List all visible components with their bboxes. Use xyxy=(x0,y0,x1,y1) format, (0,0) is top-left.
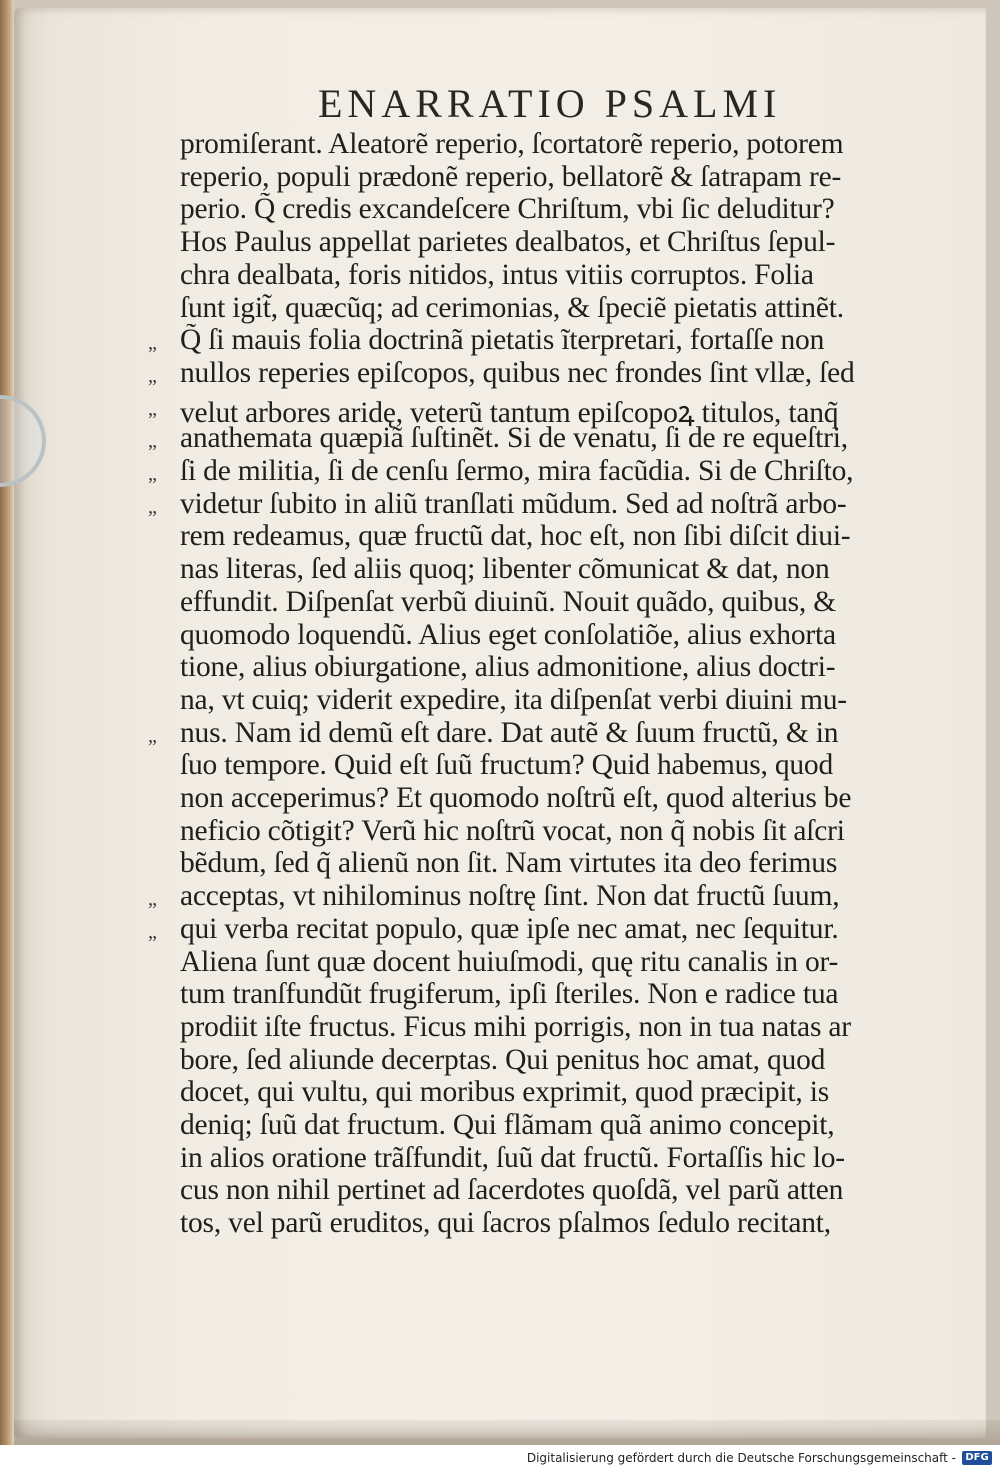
text-line: bẽdum, ſed q̃ alienũ non ſit. Nam virtutes ita deo ferimus xyxy=(180,847,838,880)
page-bottom-shadow xyxy=(14,1420,1000,1445)
text-line: ſunt igit̃, quæcũq; ad cerimonias, & ſpeciẽ pietatis attinẽt. xyxy=(180,291,844,324)
margin-quote-marker: „ xyxy=(148,920,157,943)
text-line: tione, alius obiurgatione, alius admonitione, alius doctri- xyxy=(180,651,836,684)
text-line: promiſerant. Aleatorẽ reperio, ſcortatorẽ reperio, potorem xyxy=(180,128,844,160)
text-line: qui verba recitat populo, quæ ipſe nec amat, nec ſequitur. xyxy=(180,912,839,945)
text-line: videtur ſubito in aliũ tranſlati mũdum. Sed ad noſtrã arbo- xyxy=(180,487,847,520)
margin-quote-marker: „ xyxy=(148,364,157,387)
book-edge xyxy=(0,0,14,1445)
footer-bar xyxy=(0,1445,1000,1472)
margin-quote-marker: „ xyxy=(148,397,157,420)
text-line: na, vt cuiq; viderit expedire, ita diſpenſat verbi diuini mu- xyxy=(180,683,847,716)
text-line: rem redeamus, quæ fructũ dat, hoc eſt, non ſibi diſcit diui- xyxy=(180,520,851,553)
margin-quote-marker: „ xyxy=(148,463,157,485)
margin-quote-marker: „ xyxy=(148,332,157,355)
text-line: chra dealbata, foris nitidos, intus vitiis corruptos. Folia xyxy=(180,258,814,291)
text-line: anathemata quæpiã ſuſtinẽt. Si de venatu, ſi de re equeſtri, xyxy=(180,422,848,455)
text-line: ſi de militia, ſi de cenſu ſermo, mira facũdia. Si de Chriſto, xyxy=(180,455,854,487)
text-line: nullos reperies epiſcopos, quibus nec frondes ſint vllæ, ſed xyxy=(180,356,855,389)
text-line: perio. Q̃ credis excandeſcere Chriſtum, vbi ſic deluditur? xyxy=(180,193,835,226)
text-line: Q̃ ſi mauis folia doctrinã pietatis ĩterpretari, fortaſſe non xyxy=(180,324,825,357)
text-line: tos, vel parũ eruditos, qui ſacros pſalmos ſedulo recitant, xyxy=(180,1207,831,1240)
text-line: bore, ſed aliunde decerptas. Qui penitus hoc amat, quod xyxy=(180,1043,826,1076)
dfg-logo: DFG xyxy=(962,1451,992,1465)
text-line: prodiit iſte fructus. Ficus mihi porrigis, non in tua natas ar xyxy=(180,1010,851,1043)
margin-quote-marker: „ xyxy=(148,724,157,747)
text-line: velut arbores aridę, veterũ tantum epiſcopoꝝ titulos, tanq̃ xyxy=(180,396,839,429)
text-line: nas literas, ſed aliis quoq; libenter cõmunicat & dat, non xyxy=(180,553,830,586)
text-line: nus. Nam id demũ eſt dare. Dat autẽ & ſuum fructũ, & in xyxy=(180,716,839,749)
text-line: non acceperimus? Et quomodo noſtrũ eſt, quod alterius be xyxy=(180,782,852,814)
text-line: deniq; ſuũ dat fructum. Qui flãmam quã animo concepit, xyxy=(180,1109,835,1141)
text-line: ſuo tempore. Quid eſt ſuũ fructum? Quid habemus, quod xyxy=(180,749,834,782)
text-line: quomodo loquendũ. Alius eget conſolatiõe, alius exhorta xyxy=(180,618,836,651)
text-line: neficio cõtigit? Verũ hic noſtrũ vocat, non q̃ nobis ſit aſcri xyxy=(180,814,845,847)
margin-quote-marker: „ xyxy=(148,495,157,518)
text-line: Aliena ſunt quæ docent huiuſmodi, quę ritu canalis in or- xyxy=(180,945,839,978)
text-line: in alios oratione trãſfundit, ſuũ dat fructũ. Fortaſſis hic lo- xyxy=(180,1141,845,1174)
running-title: ENARRATIO PSALMI xyxy=(318,81,782,126)
text-line: Hos Paulus appellat parietes dealbatos, et Chriſtus ſepul- xyxy=(180,226,836,259)
margin-quote-marker: „ xyxy=(148,888,157,911)
text-line: tum tranſfundũt frugiferum, ipſi ſteriles. Non e radice tua xyxy=(180,978,839,1011)
text-line: docet, qui vultu, qui moribus exprimit, quod præcipit, is xyxy=(180,1076,830,1109)
text-line: acceptas, vt nihilominus noſtrę ſint. Non dat fructũ ſuum, xyxy=(180,880,840,913)
text-line: reperio, populi prædonẽ reperio, bellatorẽ & ſatrapam re- xyxy=(180,160,842,193)
funding-credit: Digitalisierung gefördert durch die Deutsche Forschungsgemeinschaft - xyxy=(526,1451,956,1465)
text-line: cus non nihil pertinet ad ſacerdotes quoſdã, vel parũ atten xyxy=(180,1174,844,1207)
margin-quote-marker: „ xyxy=(148,430,157,453)
text-line: effundit. Diſpenſat verbũ diuinũ. Nouit quãdo, quibus, & xyxy=(180,585,837,618)
